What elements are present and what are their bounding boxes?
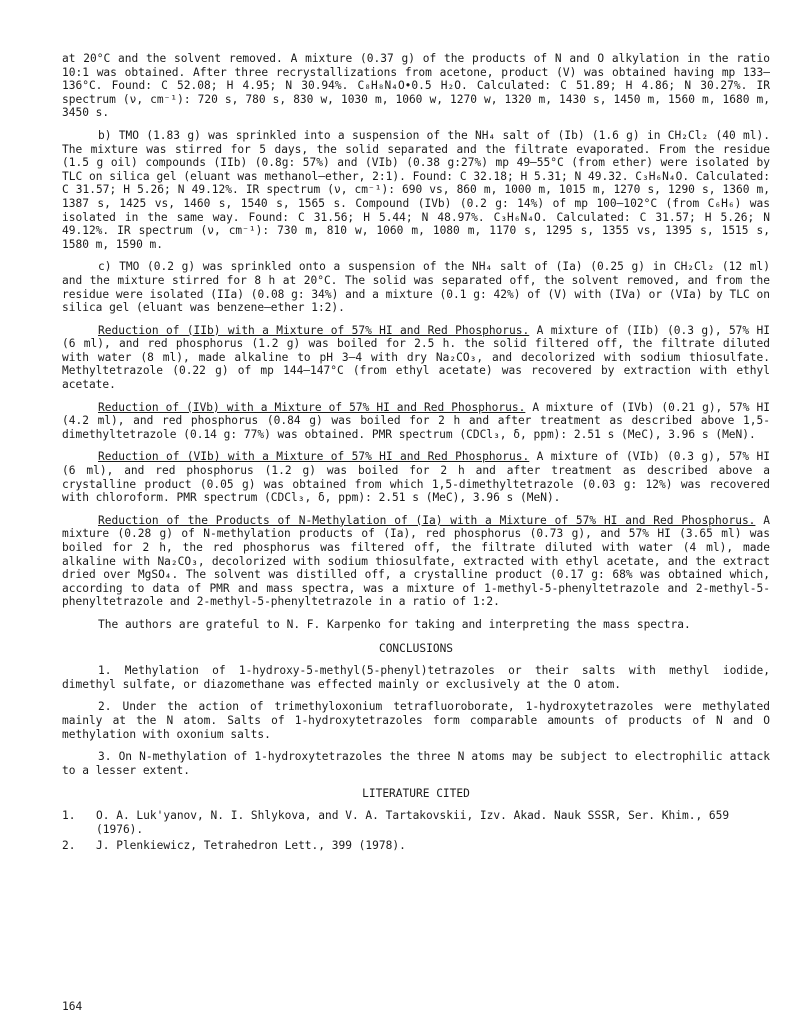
reference-item — [62, 839, 770, 853]
reduction-iib-text: A mixture of (IIb) (0.3 g), 57% HI (6 ml), and red phosphorus (1.2 g) was boiled for 2.5 h. the solid filtered off, the filtrate diluted with water (8 ml), made alkaline to pH 3–4 with dry Na₂CO₃, and decolorized with sodium thiosulfate. Methyltetrazole (0.22 g) of mp 144–147°C (from ethyl acetate) was recovered by extraction with ethyl acetate. — [62, 323, 770, 392]
paragraph-reduction-vib — [62, 450, 770, 504]
page-number: 164 — [62, 1000, 83, 1013]
paragraph-b-procedure: b) TMO (1.83 g) was sprinkled into a suspension of the NH₄ salt of (Ib) (1.6 g) in CH₂Cl₂ (40 ml). The mixture was stirred for 5 days, the solid separated and the filtrate evaporated. From the residue (1.5 g oil) compounds (IIb) (0.8g: 57%) and (VIb) (0.38 g:27%) mp 49–55°C (from ether) were isolated by TLC on silica gel (eluant was methanol–ether, 2:1). Found: C 32.18; H 5.31; N 49.32. C₃H₆N₄O. Calculated: C 31.57; H 5.26; N 49.12%. IR spectrum (ν, cm⁻¹): 690 vs, 860 m, 1000 m, 1015 m, 1270 s, 1290 s, 1360 m, 1387 s, 1425 vs, 1460 s, 1540 s, 1565 s. Compound (IVb) (0.2 g: 14%) of mp 100–102°C (from C₆H₆) was isolated in the same way. Found: C 31.56; H 5.44; N 48.97%. C₃H₆N₄O. Calculated: C 31.57; H 5.26; N 49.12%. IR spectrum (ν, cm⁻¹): 730 m, 810 w, 1060 m, 1080 m, 1170 s, 1295 s, 1355 vs, 1395 s, 1515 s, 1580 m, 1590 m. — [62, 128, 770, 251]
reduction-iib-heading: Reduction of (IIb) with a Mixture of 57% HI and Red Phosphorus. — [98, 323, 530, 337]
reference-text: O. A. Luk'yanov, N. I. Shlykova, and V. A. Tartakovskii, Izv. Akad. Nauk SSSR, Ser. Khim., 659 (1976). — [96, 808, 730, 836]
paragraph-reduction-ivb — [62, 401, 770, 442]
reference-item — [62, 809, 770, 836]
paragraph-continuation: at 20°C and the solvent removed. A mixture (0.37 g) of the products of N and O alkylation in the ratio 10:1 was obtained. After three recrystallizations from acetone, product (V) was obtained having mp 133–136°C. Found: C 52.08; H 4.95; N 30.94%. C₈H₈N₄O•0.5 H₂O. Calculated: C 51.89; H 4.86; N 30.27%. IR spectrum (ν, cm⁻¹): 720 s, 780 s, 830 w, 1030 m, 1060 w, 1270 w, 1320 m, 1430 s, 1450 m, 1560 m, 1680 m, 3450 s. — [62, 52, 770, 120]
reference-text: J. Plenkiewicz, Tetrahedron Lett., 399 (1978). — [96, 839, 406, 853]
reference-number: 2. — [62, 839, 76, 853]
conclusions-title: CONCLUSIONS — [378, 641, 454, 655]
reduction-ia-text: A mixture (0.28 g) of N-methylation products of (Ia), red phosphorus (0.73 g), and 57% HI (3.65 ml) was boiled for 2 h, the red phosphorus was filtered off, the filtrate diluted with water (4 ml), made alkaline with Na₂CO₃, decolorized with sodium thiosulfate, extracted with ethyl acetate, and the extract dried over MgSO₄. The solvent was distilled off, a crystalline product (0.17 g: 68% was obtained which, according to data of PMR and mass spectra, was a mixture of 1-methyl-5-phenyltetrazole and 2-methyl-5-phenyltetrazole and 2-methyl-5-phenyltetrazole in a ratio of 1:2. — [62, 513, 770, 609]
reduction-vib-heading: Reduction of (VIb) with a Mixture of 57% HI and Red Phosphorus. — [98, 450, 530, 464]
paragraph-acknowledgment: The authors are grateful to N. F. Karpenko for taking and interpreting the mass spectra. — [98, 617, 691, 631]
conclusion-item: 1. Methylation of 1-hydroxy-5-methyl(5-phenyl)tetrazoles or their salts with methyl iodide, dimethyl sulfate, or diazomethane was effected mainly or exclusively at the O atom. — [62, 664, 770, 691]
conclusion-item: 3. On N-methylation of 1-hydroxytetrazoles the three N atoms may be subject to electrophilic attack to a lesser extent. — [62, 750, 770, 777]
reduction-ivb-heading: Reduction of (IVb) with a Mixture of 57% HI and Red Phosphorus. — [98, 400, 526, 414]
paper-page — [62, 52, 770, 853]
paragraph-c-procedure: c) TMO (0.2 g) was sprinkled onto a suspension of the NH₄ salt of (Ia) (0.25 g) in CH₂Cl₂ (12 ml) and the mixture stirred for 8 h at 20°C. The solid was separated off, the solvent removed, and from the residue were isolated (IIa) (0.08 g: 34%) and a mixture (0.1 g: 42%) of (V) with (IVa) or (VIa) by TLC on silica gel (eluant was benzene–ether 1:2). — [62, 260, 770, 315]
reduction-ia-heading: Reduction of the Products of N-Methylation of (Ia) with a Mixture of 57% HI and Red Phosphorus. — [98, 513, 756, 527]
reduction-vib-text: A mixture of (VIb) (0.3 g), 57% HI (6 ml), and red phosphorus (1.2 g) was boiled for 2 h and after treatment as described above a crystalline product (0.05 g) was obtained from which 1,5-dimethyltetrazole (0.03 g: 12%) was recovered with chloroform. PMR spectrum (CDCl₃, δ, ppm): 2.51 s (MeC), 3.96 s (MeN). — [62, 450, 770, 505]
reduction-ivb-text: A mixture of (IVb) (0.21 g), 57% HI (4.2 ml), and red phosphorus (0.84 g) was boiled for 2 h and after treatment as described above 1,5-dimethyltetrazole (0.14 g: 77%) was obtained. PMR spectrum (CDCl₃, δ, ppm): 2.51 s (MeC), 3.96 s (MeN). — [62, 400, 770, 441]
literature-cited-title: LITERATURE CITED — [362, 787, 470, 801]
paragraph-reduction-ia-products — [62, 514, 770, 609]
conclusion-item: 2. Under the action of trimethyloxonium tetrafluoroborate, 1-hydroxytetrazoles were methylated mainly at the N atom. Salts of 1-hydroxytetrazoles form comparable amounts of products of N and O methylation with oxonium salts. — [62, 700, 770, 741]
paragraph-reduction-iib — [62, 324, 770, 392]
reference-number: 1. — [62, 808, 76, 822]
reference-list — [62, 809, 770, 853]
